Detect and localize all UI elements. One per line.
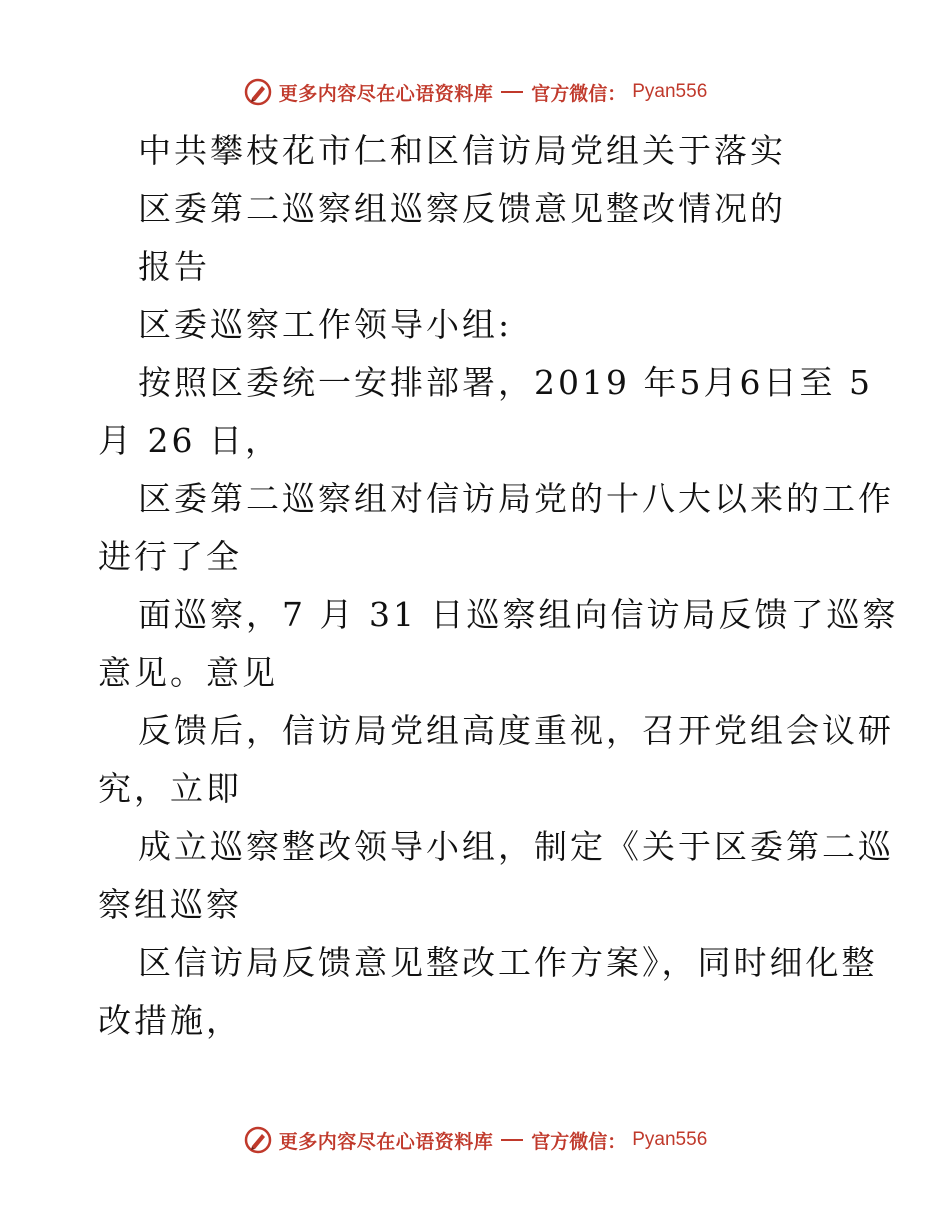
paragraph-line: 察组巡察 <box>98 885 242 924</box>
footer-banner-official-id: Pyan556 <box>632 1129 708 1150</box>
pen-logo-icon <box>243 77 273 107</box>
paragraph-line: 面巡察，7 月 31 日巡察组向信访局反馈了巡察 <box>138 595 899 634</box>
paragraph-line: 成立巡察整改领导小组，制定《关于区委第二巡 <box>138 827 894 866</box>
paragraph-line: 区委第二巡察组对信访局党的十八大以来的工作 <box>138 479 894 518</box>
paragraph-line: 究，立即 <box>98 769 242 808</box>
footer-banner-text: 更多内容尽在心语资料库 <box>278 1130 494 1153</box>
header-banner-text: 更多内容尽在心语资料库 <box>278 82 494 105</box>
paragraph-line: 月 26 日， <box>98 421 281 460</box>
header-banner-official-label: 官方微信： <box>531 82 627 105</box>
header-banner-dash <box>501 91 523 93</box>
document-body <box>98 122 899 1050</box>
header-banner-content <box>243 77 708 107</box>
paragraph-line: 按照区委统一安排部署，2019 年5月6日至 5 <box>138 363 873 402</box>
header-banner <box>0 72 950 112</box>
paragraph-line: 反馈后，信访局党组高度重视，召开党组会议研 <box>138 711 894 750</box>
footer-banner-official-label: 官方微信： <box>531 1130 627 1153</box>
paragraph-line: 意见。意见 <box>98 653 278 692</box>
document-title-line: 报告 <box>138 247 210 286</box>
footer-banner <box>0 1120 950 1160</box>
document-addressee: 区委巡察工作领导小组: <box>138 305 513 344</box>
footer-banner-dash <box>501 1139 523 1141</box>
document-title-line: 中共攀枝花市仁和区信访局党组关于落实 <box>138 131 786 170</box>
pen-logo-icon <box>243 1125 273 1155</box>
paragraph-line: 改措施， <box>98 1001 242 1040</box>
paragraph-line: 进行了全 <box>98 537 242 576</box>
header-banner-official-id: Pyan556 <box>632 81 708 102</box>
paragraph-line: 区信访局反馈意见整改工作方案》，同时细化整 <box>138 943 878 982</box>
footer-banner-content <box>243 1125 708 1155</box>
document-title-line: 区委第二巡察组巡察反馈意见整改情况的 <box>138 189 786 228</box>
